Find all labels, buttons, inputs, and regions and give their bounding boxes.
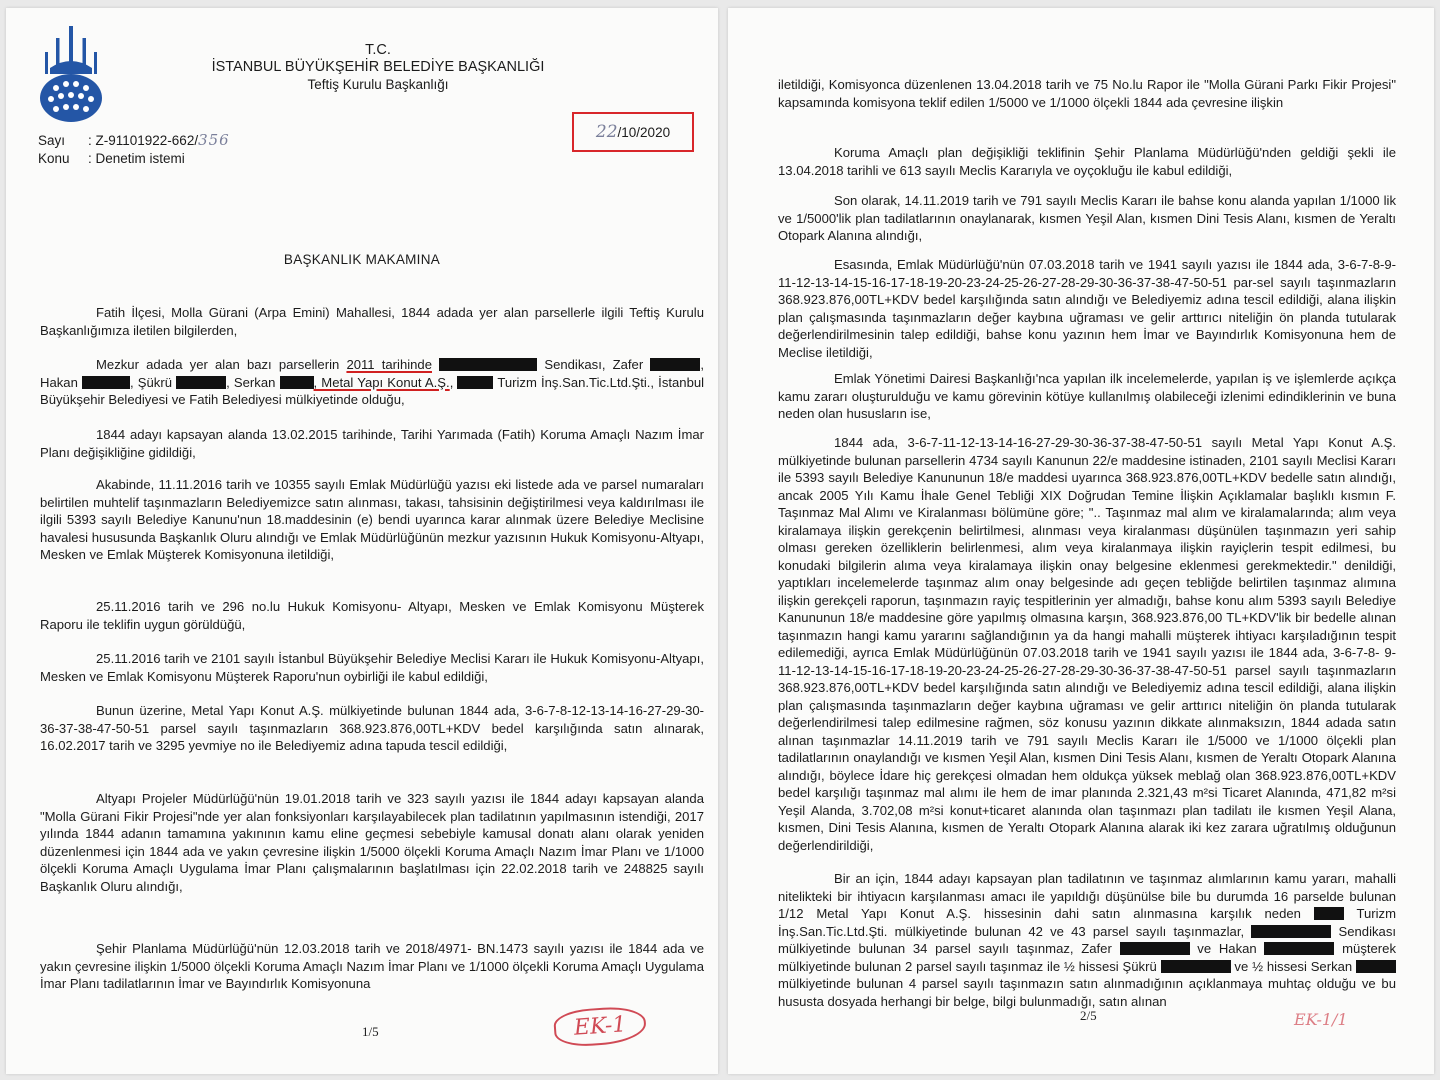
paragraph-6: Bir an için, 1844 adayı kapsayan plan tadilatının ve taşınmaz alımlarının kamu yararı, mahalli nitelikteki bir ihtiyacın karşılanması amacı ile yapıldığı düşünülse bile bu durumda 16 parselde bulunan 1/12 Metal Yapı Konut A.Ş. hissesinin dahi satın alınmasına karşılık neden Turizm İnş.San.Tic.Ltd.Şti. mülkiyetinde bulunan 42 ve 43 parsel sayılı taşınmazlar, Sendikası mülkiyetinde bulunan 34 parsel sayılı taşınmaz, Zafer ve Hakan müşterek mülkiyetinde bulunan 2 parsel sayılı taşınmaz ile ½ hissesi Şükrü ve ½ hissesi Serkan mülkiyetinde bulunan 4 parsel sayılı taşınmazın satın alınmadığının açıklanmaya muhtaç olduğu ve bu hususta dosyada herhangi bir belge, bilgi bulunmadığı, satın alınan [778, 871, 1397, 1009]
document-page-1 [6, 8, 718, 1074]
ibb-logo-icon [36, 24, 106, 128]
paragraph-9: Şehir Planlama Müdürlüğü'nün 12.03.2018 tarih ve 2018/4971- BN.1473 sayılı yazısı ile 1844 ada ve yakın çevresine ilişkin 1/5000 ölçekli Koruma Amaçlı Nazım İmar Planı ve 1/1000 ölçekli Koruma Amaçlı Uygulama İmar Planı tadilatlarının İmar ve Bayındırlık Komisyonuna [40, 941, 704, 991]
paragraph-4: Akabinde, 11.11.2016 tarih ve 10355 sayılı Emlak Müdürlüğü yazısı eki listede ada ve parsel numaraları belirtilen muhtelif taşınmazların Belediyemizce satın alınması, takası, tahsisinin değiştirilmesi veya kaldırılması ile ilgili 5393 sayılı Belediye Kanunu'nun 18.maddesinin (e) bendi uyarınca karar alınmak üzere Belediye Meclisine havalesi hususunda Başkanlık Oluru alındığı ve Emlak Müdürlüğünün mezkur yazısının Hukuk Komisyonu-Altyapı, Mesken ve Emlak Müşterek Komisyonuna iletildiği, [40, 477, 704, 562]
redaction [1314, 907, 1344, 920]
paragraph-5: 1844 ada, 3-6-7-11-12-13-14-16-27-29-30-36-37-38-47-50-51 sayılı Metal Yapı Konut A.Ş. mülkiyetinde bulunan parsellerin 4734 sayılı Kanunun 22/e maddesine istinaden, 2101 sayılı Meclisi Kararı ile 5393 sayılı Belediye Kanununun 18/e maddesi uyarınca 368.923.876,00TL+KDV bedelle satın alındığı, ancak 2005 Yılı Kamu İhale Genel Tebliği XIX Doğrudan Temine İlişkin Açıklamalar başlıklı kısmın F. Taşınmaz Mal Alımı ve Kiralanması bölümüne göre; ".. Taşınmaz mal alım ve kiralamalarında; alım veya kiralamaya ilişkin gerekçenin belirtilmesi, alınması veya kiralanması düşünülen taşınmazın yeri sahip olması gereken özelliklerin belirlenmesi, alım veya kiralanmaya ilişkin rayiçlerin tespit edilmesi, bu konudaki bilgilerin alıma veya kiralamaya ilişkin onay belgesine eklenmesi gerekmektedir." denildiği, yaptıkları incelemelerde taşınmaz alım onay belgesinde adı geçen tebliğde belirtilen taşınmaz alımına ilişkin gerekçeli raporun, taşınmazın rayiç tespitlerinin yer almadığı, bahse konu alım 5393 sayılı Belediye Kanununun 18/e maddesine göre yapılmış olmasına karşın, 368.923.876,00 TL+KDV'lik bir bedelle alınan taşınmazın hangi kamu yararını sağlandığının ya da hangi mahalli müşterek ihtiyacı karşıladığının tespit edilemediği, ayrıca Emlak Müdürlüğünün 07.03.2018 tarih ve 1941 sayılı yazısı ile 1844 ada, 3-6-7-8- 9-11-12-13-14-15-16-17-18-19-20-23-24-25-26-27-28-29-30-36-37-38-47-50-51 parsel sayılı taşınmazların 368.923.876,00TL+KDV bedel karşılığında satın alındığı ve Belediyemiz adına tescil edildiği, alana ilişkin plan çalışmasında taşınmazların değer kaybına uğraması ve gelir arttırıcı niteliğin ön planda tutularak değerlendirilmesi talep edilmesine rağmen, söz konusu yazının dikkate alınmaksızın, 1844 adada satın alınan taşınmazlar 14.11.2019 tarih ve 791 sayılı Meclis Kararı ile 1/5000 ve 1/1000 ölçekli plan tadilatlarının onaylandığı ve kısmen Yeşil Alan, kısmen Dini Tesis Alanı, kısmen de Yeraltı Otopark Alanına alındığı, böylece İdare hiç gerekçesi olmadan hem oldukça yüksek meblağ olan 368.923.876,00TL+KDV bedel karşılığı taşınmaz mal alımı ile hem de imar planında 2.321,43 m²si Ticaret Alanında, 471,82 m²si Yeşil Alanda, 3.702,08 m²si konut+ticaret alanında olan taşınmazı plan tadilatı ile kısmen Yeşil Alana, kısmen, Dini Tesis Alanına, kısmen de Yeraltı Otopark Alanına alarak iki kez zarara uğratılmış olduğunun değerlendirildiği, [778, 435, 1396, 853]
paragraph-1: Koruma Amaçlı plan değişikliği teklifinin Şehir Planlama Müdürlüğü'nden geldiği şekli ile 13.04.2018 tarihli ve 613 sayılı Meclis Kararıyla ve oyçokluğu ile kabul edildiği, [778, 145, 1396, 178]
redaction [1264, 942, 1334, 955]
document-page-2 [728, 8, 1434, 1074]
redaction [1120, 942, 1190, 955]
konu-value: : Denetim istemi [88, 151, 185, 166]
page-number: 1/5 [362, 1024, 379, 1039]
paragraph-2: Mezkur adada yer alan bazı parsellerin 2011 tarihinde Sendikası, Zafer , Hakan , Şükrü , Serkan , Metal Yapı Konut A.Ş., Turizm İnş.San.Tic.Ltd.Şti., İstanbul Büyükşehir Belediyesi ve Fatih Belediyesi mülkiyetinde olduğu, [40, 357, 705, 407]
underlined-company: , Metal Yapı Konut A.Ş. [313, 374, 450, 390]
redaction [176, 376, 226, 389]
paragraph-3: Esasında, Emlak Müdürlüğü'nün 07.03.2018 tarih ve 1941 sayılı yazısı ile 1844 ada, 3-6-7-8-9-11-12-13-14-15-16-17-18-19-20-23-24-25-26-27-28-29-30-36-37-38-47-50-51 par-sel sayılı taşınmazların 368.923.876,00TL+KDV bedel karşılığında satın alındığı ve Belediyemiz adına tescil edildiği, alana ilişkin plan çalışmasında taşınmazların değer kaybına uğraması ve gelir arttırıcı niteliğin ön planda tutularak değerlendirilmesinin talep edildiği, bahse konu yazının hem İmar ve Bayındırlık Komisyonuna hem de Meclise iletildiği, [778, 257, 1396, 360]
addressee: BAŞKANLIK MAKAMINA [283, 252, 441, 267]
paragraph-5: 25.11.2016 tarih ve 296 no.lu Hukuk Komisyonu- Altyapı, Mesken ve Emlak Komisyonu Müşterek Raporu ile teklifin uygun görüldüğü, [40, 599, 704, 632]
underlined-date: 2011 tarihinde [346, 357, 432, 372]
header-institution: İSTANBUL BÜYÜKŞEHİR BELEDİYE BAŞKANLIĞI [211, 59, 545, 75]
sayi-value: : Z-91101922-662/ [88, 133, 199, 148]
redaction [1161, 960, 1231, 973]
meta-block [38, 131, 230, 168]
paragraph-6: 25.11.2016 tarih ve 2101 sayılı İstanbul Büyükşehir Belediye Meclisi Kararı ile Hukuk Komisyonu-Altyapı, Mesken ve Emlak Komisyonu Müşterek Raporu'nun oybirliği ile kabul edildiği, [40, 651, 704, 684]
sayi-label: Sayı [38, 133, 66, 148]
annex-handwritten: EK-1 [553, 1005, 648, 1048]
annex-handwritten: EK-1/1 [1294, 1010, 1348, 1029]
paragraph-8: Altyapı Projeler Müdürlüğü'nün 19.01.2018 tarih ve 323 sayılı yazısı ile 1844 adayı kapsayan alanda "Molla Gürani Fikir Projesi"nde yer alan fonksiyonları karşılayabilecek plan tadilatının yapılmasının istendiği, 2017 yılında 1844 adanın tamamına yakınının kamu eline geçmesi sebebiyle kamusal donatı alanı olarak yeniden düzenlenmesi için 1844 ada ve yakın çevresine ilişkin 1/5000 ölçekli Koruma Amaçlı Nazım İmar Planı ve 1/1000 ölçekli Koruma Amaçlı Uygulama İmar Planı çalışmalarının başlatılması için 22.02.2018 tarih ve 248825 sayılı Başkanlık Oluru alındığı, [40, 791, 704, 894]
konu-label: Konu [38, 151, 70, 166]
redaction [1251, 925, 1331, 938]
sayi-handwritten: 356 [198, 131, 230, 149]
redaction [439, 358, 537, 371]
page-number: 2/5 [1080, 1008, 1097, 1023]
paragraph-1: Fatih İlçesi, Molla Gürani (Arpa Emini) Mahallesi, 1844 adada yer alan parsellerle ilgili Teftiş Kurulu Başkanlığımıza iletilen bilgilerden, [40, 305, 704, 338]
paragraph-2: Son olarak, 14.11.2019 tarih ve 791 sayılı Meclis Kararı ile bahse konu alanda yapılan 1/1000 lik ve 1/5000'lik plan tadilatlarının onaylanarak, kısmen Yeşil Alan, kısmen Dini Tesis Alanı, kısmen de Yeraltı Otopark Alanına alındığı, [778, 193, 1396, 243]
redaction [1356, 960, 1396, 973]
redaction [650, 358, 700, 371]
paragraph-3: 1844 adayı kapsayan alanda 13.02.2015 tarihinde, Tarihi Yarımada (Fatih) Koruma Amaçlı Nazım İmar Planı değişikliğine gidildiği, [40, 427, 704, 460]
paragraph-7: Bunun üzerine, Metal Yapı Konut A.Ş. mülkiyetinde bulunan 1844 ada, 3-6-7-8-12-13-14-16-27-29-30-36-37-38-47-50-51 parsel sayılı taşınmazların 368.923.876,00TL+KDV bedel karşılığında satın alınarak, 16.02.2017 tarih ve 3295 yevmiye no ile Belediyemiz adına tapuda tescil edildiği, [40, 703, 704, 753]
date-value: /10/2020 [617, 125, 671, 140]
paragraph-continued: iletildiği, Komisyonca düzenlenen 13.04.2018 tarih ve 75 No.lu Rapor ile "Molla Gürani Parkı Fikir Projesi" kapsamında komisyona teklif edilen 1/5000 ve 1/1000 ölçekli 1844 ada çevresine ilişkin [778, 77, 1396, 110]
redaction [457, 376, 493, 389]
date-handwritten-day: 22 [595, 122, 618, 142]
header-department: Teftiş Kurulu Başkanlığı [307, 77, 449, 92]
redaction [82, 376, 130, 389]
header-tc: T.C. [365, 42, 391, 58]
date-box [572, 112, 694, 152]
redaction [280, 376, 314, 389]
paragraph-4: Emlak Yönetimi Dairesi Başkanlığı'nca yapılan ilk incelemelerde, yapılan iş ve işlemlerde açıkça kamu zararı oluşturulduğu ve kamu görevinin kötüye kullanılmış olabileceği izlenimi edindiklerinin ve buna neden olan hususların ise, [778, 371, 1396, 421]
